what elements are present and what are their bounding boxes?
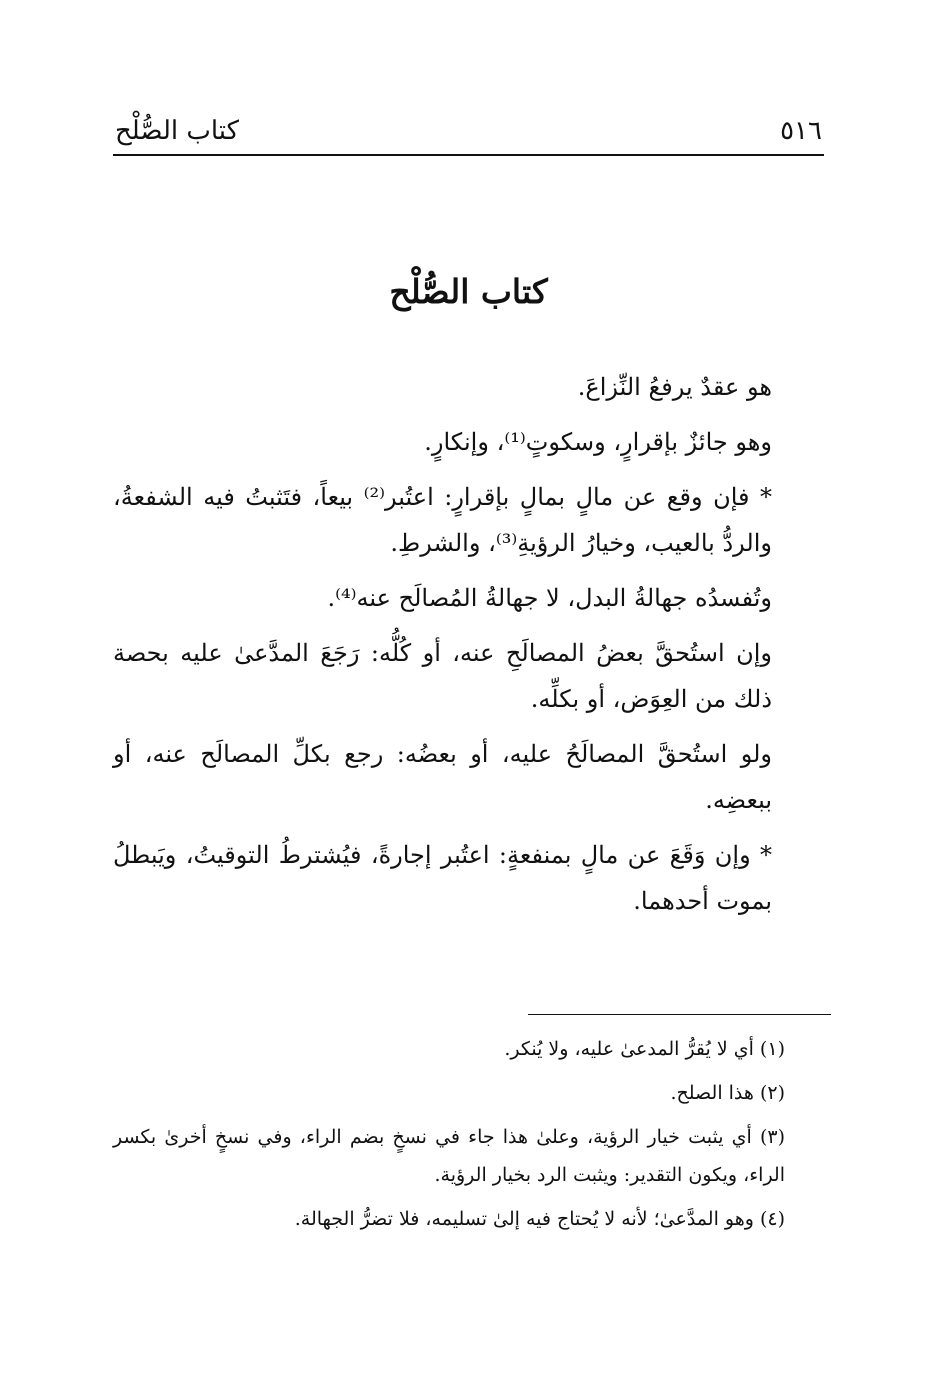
paragraph-entitlement-consideration: ولو استُحقَّ المصالَحُ عليه، أو بعضُه: رجع بكلِّ المصالَح عنه، أو ببعضِه. <box>113 740 772 814</box>
footnote-4: (٤) وهو المدَّعىٰ؛ لأنه لا يُحتاج فيه إلىٰ تسليمه، فلا تضرُّ الجهالة. <box>294 1208 785 1230</box>
header-rule <box>113 154 824 156</box>
paragraph-definition: هو عقدٌ يرفعُ النِّزاعَ. <box>577 373 772 401</box>
running-title: كتاب الصُّلْح <box>115 116 239 146</box>
footnote-1: (١) أي لا يُقرُّ المدعىٰ عليه، ولا يُنكر. <box>504 1038 785 1060</box>
footnotes <box>113 1030 833 1244</box>
page-header <box>113 108 824 156</box>
main-text <box>113 364 824 933</box>
paragraph-entitlement: وإن استُحقَّ بعضُ المصالَحِ عنه، أو كُلُّه: رَجَعَ المدَّعىٰ عليه بحصة ذلك من العِوَض، أو بكلِّه. <box>113 639 772 713</box>
footnote-3: (٣) أي يثبت خيار الرؤية، وعلىٰ هذا جاء في نسخٍ بضم الراء، وفي نسخٍ أخرىٰ بكسر الراء، ويكون التقدير: ويثبت الرد بخيار الرؤية. <box>113 1126 785 1186</box>
chapter-title: كتاب الصُّلْح <box>389 272 548 311</box>
paragraph-lease: * وإن وَقَعَ عن مالٍ بمنفعةٍ: اعتُبر إجارةً، فيُشترطُ التوقيتُ، ويَبطلُ بموت أحدهما. <box>113 841 772 915</box>
footnote-separator <box>528 1014 831 1015</box>
paragraph-invalidity: وتُفسدُه جهالةُ البدل، لا جهالةُ المُصالَح عنه⁽⁴⁾. <box>327 584 772 612</box>
paragraph-permissibility: وهو جائزٌ بإقرارٍ، وسكوتٍ⁽¹⁾، وإنكارٍ. <box>424 428 772 456</box>
page-number: ٥١٦ <box>780 116 822 146</box>
paragraph-sale: * فإن وقع عن مالٍ بمالٍ بإقرارٍ: اعتُبر⁽²⁾ بيعاً، فتَثبتُ فيه الشفعةُ، والردُّ بالعيب، وخيارُ الرؤيةِ⁽³⁾، والشرطِ. <box>113 483 772 557</box>
footnote-2: (٢) هذا الصلح. <box>670 1082 785 1104</box>
